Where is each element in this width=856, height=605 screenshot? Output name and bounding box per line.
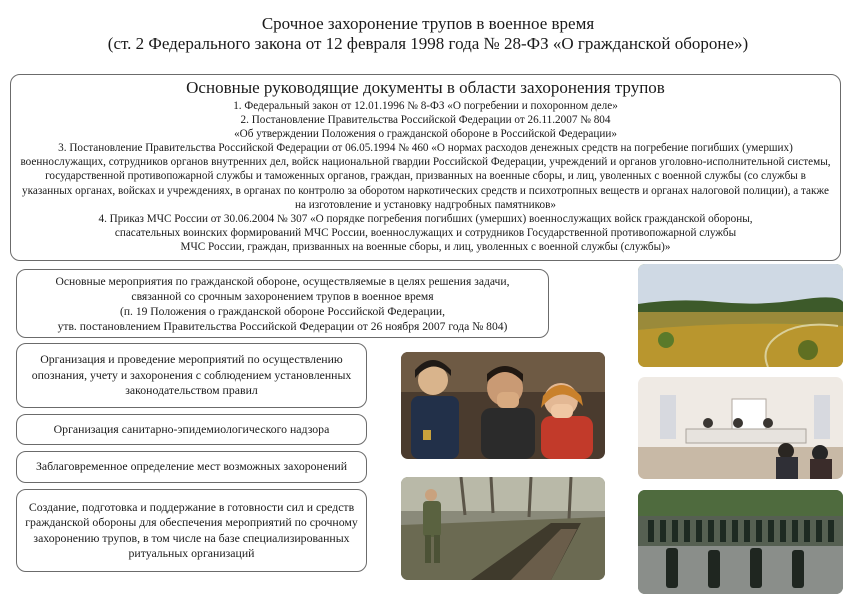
document-line: 1. Федеральный закон от 12.01.1996 № 8-ФЗ «О погребении и похоронном деле»: [233, 100, 618, 112]
activity-text: Заблаговременное определение мест возможных захоронений: [35, 459, 348, 474]
activity-identification-box: [16, 343, 367, 408]
activity-forces-box: [16, 489, 367, 572]
activity-sanitary-box: [16, 414, 367, 445]
activity-text: Создание, подготовка и поддержание в готовности сил и средств гражданской обороны для обеспечения мероприятий по срочному захоронению трупов, в том числе на базе специализированных ритуальных организаций: [25, 499, 358, 560]
title-line-1: Срочное захоронение трупов в военное время: [261, 14, 595, 33]
page-title: [0, 14, 856, 54]
document-line: 4. Приказ МЧС России от 30.06.2004 № 307 «О порядке погребения погибших (умерших) военнослужащих войск гражданской обороны,: [98, 212, 753, 225]
grieving-people-photo: [401, 352, 605, 459]
document-line: «Об утверждении Положения о гражданской обороне в Российской Федерации»: [234, 128, 617, 141]
main-activities-line: связанной со срочным захоронением трупов в военное время: [131, 290, 434, 303]
activity-text: Организация санитарно-эпидемиологического надзора: [53, 421, 330, 436]
guiding-documents-box: [10, 74, 841, 261]
document-line: МЧС России, граждан, призванных на военные сборы, и лиц, уволенных с военной службы (службы)»: [180, 240, 671, 253]
main-activities-box: [16, 269, 549, 338]
guiding-documents-heading: Основные руководящие документы в области захоронения трупов: [186, 78, 665, 97]
formation-photo: [638, 490, 843, 594]
main-activities-line: Основные мероприятия по гражданской обороне, осуществляемые в целях решения задачи,: [55, 275, 510, 288]
document-line: 2. Постановление Правительства Российской Федерации от 26.11.2007 № 804: [240, 114, 611, 127]
document-line: спасательных воинских формирований МЧС России, военнослужащих и сотрудников Государственной противопожарной службы: [114, 226, 737, 239]
main-activities-line: утв. постановлением Правительства Российской Федерации от 26 ноября 2007 года № 804): [57, 320, 508, 333]
main-activities-line: (п. 19 Положения о гражданской обороне Российской Федерации,: [119, 305, 446, 318]
trench-photo: [401, 477, 605, 580]
activity-text: Организация и проведение мероприятий по осуществлению опознания, учету и захоронения с соблюдением установленных законодательством правил: [31, 352, 352, 398]
field-landscape-photo: [638, 264, 843, 367]
activity-burial-sites-box: [16, 451, 367, 483]
title-line-2: (ст. 2 Федерального закона от 12 февраля 1998 года № 28-ФЗ «О гражданской обороне»): [107, 34, 749, 53]
document-line: 3. Постановление Правительства Российской Федерации от 06.05.1994 № 460 «О нормах расходов денежных средств на погребение погибших (умерших) военнослужащих, сотрудников органов внутренних дел, войск национальной гвардии Российской Федерации, учреждений и органов уголовно-исполнительной системы, государственной противопожарной службы и таможенных органов, граждан, призванных на военные сборы, и лиц, уволенных с военной службы (со службы в указанных органах, войсках и учреждениях, в органах по контролю за оборотом наркотических средств и психотропных веществ и органах налоговой полиции), а также на изготовление и установку надгробных памятников»: [20, 142, 831, 211]
meeting-room-photo: [638, 377, 843, 479]
